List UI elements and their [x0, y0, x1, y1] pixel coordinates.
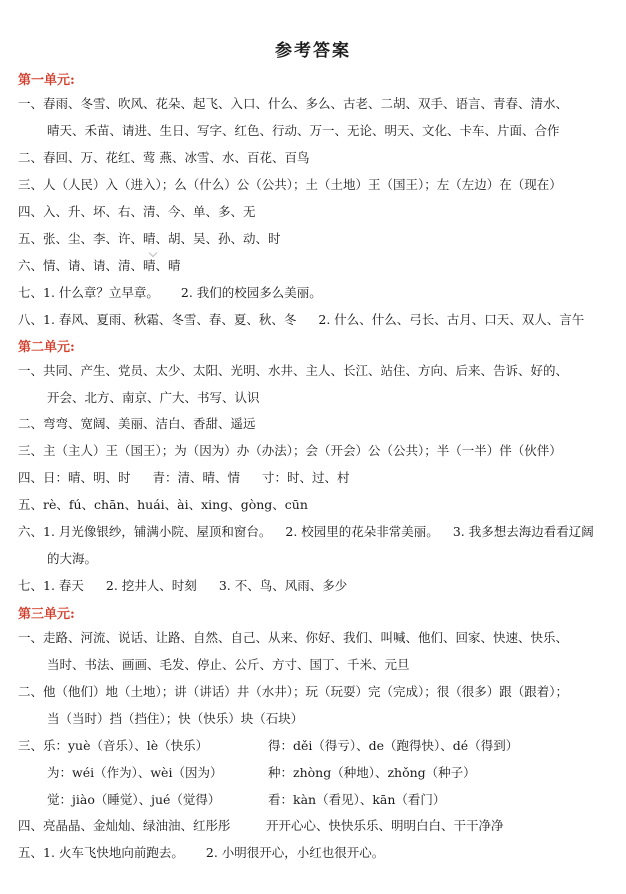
- unit-2-item-1-cont: 开会、北方、南京、广大、书写、认识: [47, 390, 260, 405]
- unit-2-item-4-part-1: 四、日：晴、明、时: [18, 470, 131, 485]
- unit-1-item-8-part-1: 八、1. 春风、夏雨、秋霜、冬雪、春、夏、秋、冬: [18, 312, 297, 327]
- unit-3-item-3-part-2: 得：děi（得亏）、de（跑得快）、dé（得到）: [268, 738, 519, 753]
- unit-2-item-4-part-2: 青：清、晴、情: [152, 470, 241, 485]
- unit-3-item-5: [18, 844, 618, 862]
- unit-1-item-7-part-2: 2. 我们的校园多么美丽。: [180, 285, 322, 300]
- unit-3-item-3c-part-1: 觉：jiào（睡觉）、jué（觉得）: [47, 792, 221, 807]
- unit-3-item-4-part-2: 开开心心、快快乐乐、明明白白、干干净净: [266, 818, 504, 833]
- unit-3-item-3c: [47, 791, 617, 809]
- unit-2-item-6-cont: 的大海。: [47, 551, 98, 566]
- unit-3-item-3: [18, 737, 618, 755]
- unit-3-item-1: 一、走路、河流、说话、让路、自然、自己、从来、你好、我们、叫喊、他们、回家、快速、快乐、: [18, 630, 569, 645]
- unit-1-item-6: 六、情、请、请、清、晴、晴: [18, 258, 181, 273]
- page-title: 参考答案: [275, 41, 351, 61]
- unit-2-item-7-part-1: 七、1. 春天: [18, 578, 84, 593]
- unit-1-item-1-cont: 晴天、禾苗、请进、生日、写字、红色、行动、万一、无论、明天、文化、卡车、片面、合作: [47, 123, 560, 138]
- unit-1-item-8: [18, 311, 618, 329]
- unit-1-item-2: 二、春回、万、花红、莺 燕、冰雪、水、百花、百鸟: [18, 150, 310, 165]
- unit-1-item-8-part-2: 2. 什么、什么、弓长、古月、口天、双人、言午: [318, 312, 585, 327]
- unit-2-item-7-part-2: 2. 挖井人、时刻: [105, 578, 197, 593]
- unit-1-item-4: 四、入、升、坏、右、清、今、单、多、无: [18, 204, 256, 219]
- unit-3-item-3c-part-2: 看：kàn（看见）、kān（看门）: [268, 792, 446, 807]
- unit-2-item-6-part-2: 2. 校园里的花朵非常美丽。: [285, 524, 439, 539]
- unit-3-item-3b-part-2: 种：zhòng（种地）、zhǒng（种子）: [268, 765, 476, 780]
- unit-3-item-1-cont: 当时、书法、画画、毛发、停止、公斤、方寸、国丁、千米、元旦: [47, 657, 410, 672]
- unit-2-item-6: [18, 523, 618, 541]
- unit-1-heading: 第一单元:: [18, 73, 75, 88]
- unit-3-item-3b-part-1: 为：wéi（作为）、wèi（因为）: [47, 765, 223, 780]
- cursor-mark-decoration: [149, 249, 157, 257]
- unit-3-item-2: 二、他（他们）地（土地）；讲（讲话）井（水井）；玩（玩耍）完（完成）；很（很多）跟（跟着）；: [18, 684, 569, 699]
- unit-3-heading: 第三单元:: [18, 607, 75, 622]
- unit-1-item-5: 五、张、尘、李、许、晴、胡、吴、孙、动、时: [18, 231, 281, 246]
- unit-3-item-2-cont: 当（当时）挡（挡住）；快（快乐）块（石块）: [47, 711, 304, 726]
- unit-3-item-3b: [47, 764, 617, 782]
- unit-2-item-2: 二、弯弯、宽阔、美丽、洁白、香甜、遥远: [18, 416, 256, 431]
- unit-1-item-7-part-1: 七、1. 什么章？立早章。: [18, 285, 159, 300]
- unit-2-item-4: [18, 469, 618, 487]
- unit-3-item-3-part-1: 三、乐：yuè（音乐）、lè（快乐）: [18, 738, 209, 753]
- unit-3-item-4: [18, 817, 618, 835]
- unit-1-item-1: 一、春雨、冬雪、吹风、花朵、起飞、入口、什么、多么、古老、二胡、双手、语言、青春、清水、: [18, 96, 569, 111]
- unit-3-item-4-part-1: 四、亮晶晶、金灿灿、绿油油、红彤彤: [18, 818, 231, 833]
- unit-3-item-5-part-1: 五、1. 火车飞快地向前跑去。: [18, 845, 184, 860]
- unit-2-item-5: 五、rè、fú、chān、huái、ài、xing、gòng、cūn: [18, 497, 308, 512]
- unit-2-item-6-part-3: 3. 我多想去海边看看辽阔: [452, 524, 594, 539]
- unit-2-item-4-part-3: 寸：时、过、村: [262, 470, 350, 485]
- unit-2-item-7-part-3: 3. 不、鸟、风雨、多少: [218, 578, 348, 593]
- unit-1-item-3: 三、人（人民）入（进入）；么（什么）公（公共）；土（土地）王（国王）；左（左边）在（现在）: [18, 177, 562, 192]
- unit-2-item-6-part-1: 六、1. 月光像银纱，铺满小院、屋顶和窗台。: [18, 524, 272, 539]
- unit-2-item-7: [18, 577, 618, 595]
- unit-2-item-1: 一、共同、产生、党员、太少、太阳、光明、水井、主人、长江、站住、方向、后来、告诉、好的、: [18, 363, 569, 378]
- unit-2-item-3: 三、主（主人）王（国王）；为（因为）办（办法）；会（开会）公（公共）；半（一半）伴（伙伴）: [18, 443, 562, 458]
- unit-2-heading: 第二单元:: [18, 340, 75, 355]
- unit-1-item-7: [18, 284, 618, 302]
- unit-3-item-5-part-2: 2. 小明很开心，小红也很开心。: [205, 845, 385, 860]
